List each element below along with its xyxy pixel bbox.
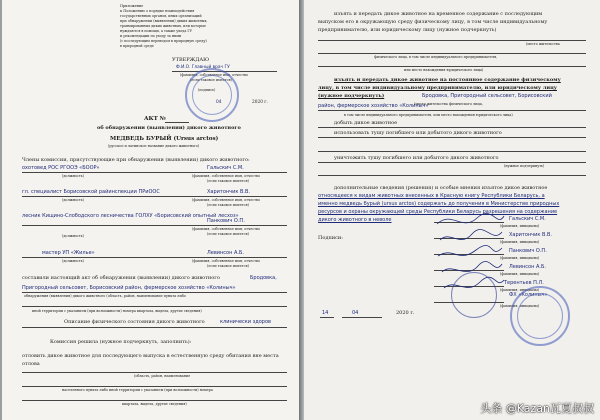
position-caption: (должность) bbox=[62, 234, 84, 238]
form-line bbox=[22, 400, 287, 401]
member-name: Панкович О.П. bbox=[207, 218, 245, 224]
option-caption: (нужное подчеркнуть) bbox=[504, 164, 545, 168]
signer-caption: (фамилия, инициалы) bbox=[500, 304, 540, 308]
release-caption: квартала, выдела, другие сведения) bbox=[122, 402, 187, 406]
member-name: Харитончик В.В. bbox=[207, 189, 251, 195]
sign-year: 2020 г. bbox=[396, 310, 415, 316]
place-text: Пригородный сельсовет, Борисовский район, фермерское хозяйство «Колиныч» bbox=[22, 285, 236, 291]
form-line bbox=[318, 127, 586, 128]
decision-label: Комиссия решила (нужное подчеркнуть, заполнить): bbox=[50, 339, 192, 345]
form-line bbox=[318, 110, 586, 111]
fio-caption: (фамилия, собственное имя, отчество bbox=[192, 174, 261, 178]
option-caption: или место нахождения юридического лица) bbox=[404, 68, 484, 72]
fio-caption: (если таковое имеется) bbox=[207, 232, 249, 236]
signer-name: Терентьев П.Л. bbox=[504, 280, 544, 286]
appendix-line: к Положению о порядке взаимодействия bbox=[120, 9, 195, 13]
form-line bbox=[318, 175, 586, 176]
option-text-selected: изъять и передать дикое животное на постоянное содержание физическому bbox=[334, 77, 561, 83]
release-text: отловить дикое животное для последующего выпуска в естественную среду обитания вне места отлова bbox=[22, 353, 279, 367]
signer-caption: (фамилия, инициалы) bbox=[500, 272, 540, 276]
form-line bbox=[22, 257, 287, 258]
watermark: 头条 @Kazan瓦夏叔叔 bbox=[480, 402, 594, 415]
option-text: предпринимателю, или юридическому лицу (нужное подчеркнуть) bbox=[318, 27, 497, 33]
appendix-line: и рекомендации по уходу за ними bbox=[120, 34, 182, 38]
form-line bbox=[318, 137, 586, 138]
fio-caption: (фамилия, собственное имя, отчество bbox=[192, 259, 261, 263]
farm-address: Бродовка, Пригородный сельсовет, Борисовский bbox=[422, 93, 552, 99]
physical-condition: клинически здоров bbox=[220, 319, 271, 325]
extra-paragraph: относящееся к видам животных внесенных в Красную книгу Республики Беларусь, а bbox=[318, 193, 545, 199]
form-line bbox=[318, 66, 586, 67]
signer-name: Харитончик В.В. bbox=[509, 232, 553, 238]
member-name: Гальскич С.М. bbox=[207, 165, 244, 171]
official-stamp bbox=[185, 68, 239, 122]
document-page-left bbox=[2, 0, 299, 420]
act-subtitle: об обнаружении (выявлении) дикого животного bbox=[97, 125, 241, 131]
extra-info: дополнительные сведения (решения) и особые мнения изъятое дикое животное bbox=[334, 185, 548, 191]
appendix-line: в природной среде bbox=[120, 44, 154, 48]
sign-month: 04 bbox=[352, 310, 359, 316]
option-text: выпуском его в окружающую среду физическому лицу, в том числе индивидуальному bbox=[318, 19, 548, 25]
appendix-line: при обнаружении (выявлении) диких животных, bbox=[120, 19, 208, 23]
form-line bbox=[318, 40, 586, 41]
date-line bbox=[342, 317, 382, 318]
animal-name: МЕДВЕДЬ БУРЫЙ (Ursus arctos) bbox=[110, 136, 219, 142]
form-line bbox=[318, 151, 586, 152]
form-line bbox=[22, 327, 287, 328]
appendix-line: травмированных диких животных, или которые bbox=[120, 24, 206, 28]
fio-caption: (если таковое имеется) bbox=[207, 179, 249, 183]
fio-caption: (если таковое имеется) bbox=[207, 264, 249, 268]
signer-caption: (фамилия, инициалы) bbox=[500, 256, 540, 260]
sign-day: 14 bbox=[322, 310, 329, 316]
option-caption: физического лица, в том числе индивидуального предпринимателя, bbox=[374, 55, 498, 59]
physical-label: Описание физического состояния дикого животного bbox=[64, 319, 205, 325]
act-number-line bbox=[165, 122, 189, 123]
member-org: лесник Кищино-Слободского лесничества ГОЛХУ «Борисовский опытный лесхоз» bbox=[22, 213, 239, 219]
member-name: Левинсон А.Б. bbox=[207, 250, 244, 256]
approver-caption: (подпись) bbox=[198, 88, 216, 92]
fio-caption: (фамилия, собственное имя, отчество bbox=[192, 227, 261, 231]
extra-paragraph: ресурсов и охраны окружающей среды Республики Беларусь разрешения на содержание bbox=[318, 209, 558, 215]
place-caption: обнаружения (выявления) дикого животного (область, район, наименование пункта либо bbox=[24, 294, 186, 298]
approve-title: УТВЕРЖДАЮ bbox=[172, 57, 210, 63]
position-caption: (должность) bbox=[62, 198, 84, 202]
option-caption: (место жительства bbox=[526, 42, 560, 46]
signer-name: Левинсон А.Б. bbox=[509, 264, 546, 270]
farm-seal bbox=[451, 272, 497, 318]
farm-caption: (место жительства физического лица, bbox=[414, 102, 483, 106]
option-text: изъять и передать дикое животное на временное содержание с последующим bbox=[334, 11, 543, 17]
form-line bbox=[22, 306, 287, 307]
approver-caption: (фамилия, собственное имя, отчество bbox=[180, 73, 249, 77]
farm-caption: в том числе индивидуального предпринимателя, или место нахождения юридического лица) bbox=[344, 113, 513, 117]
appendix-line: нуждаются в помощи, а также ухода ГУ bbox=[120, 29, 193, 33]
signer-name: Гальскич С.М. bbox=[509, 216, 546, 222]
extra-paragraph: именно медведь бурый (ursus arctos) содержать до получения в Министерстве природных bbox=[318, 201, 560, 207]
official-stamp bbox=[510, 286, 570, 346]
act-title: АКТ № bbox=[144, 116, 166, 122]
members-intro: Члены комиссии, присутствующие при обнаружении (выявлении) дикого животного: bbox=[22, 157, 250, 163]
form-line bbox=[22, 172, 287, 173]
appendix-line: (с последующим переводом в природную среду) bbox=[120, 39, 207, 43]
release-caption: (область, район, наименование bbox=[134, 374, 191, 378]
position-caption: (должность) bbox=[62, 174, 84, 178]
signer-caption: (фамилия, инициалы) bbox=[500, 240, 540, 244]
animal-caption: (русское и латинское название дикого животного) bbox=[108, 144, 200, 148]
signer-caption: (фамилия, инициалы) bbox=[500, 224, 540, 228]
appendix-line: государственных органов, иных организаций bbox=[120, 14, 202, 18]
signer-name: ФХ «Колиныч» bbox=[509, 292, 548, 298]
date-line bbox=[320, 317, 334, 318]
act-place: Бродовка, bbox=[250, 275, 277, 281]
form-line bbox=[22, 225, 287, 226]
place-caption: иной территории с указанием (при возможности) номера квартала, выдела, другие сведения) bbox=[32, 309, 202, 313]
approve-year: 2020 г. bbox=[252, 100, 268, 105]
form-line bbox=[22, 196, 287, 197]
option-use: использовать тушу погибшего или добытого дикого животного bbox=[334, 130, 502, 136]
farm-address: район, фермерское хозяйство «Колиныч» bbox=[318, 103, 429, 109]
member-org: охотовед РОС РГООЭ «БООР» bbox=[22, 165, 100, 171]
document-page-right bbox=[304, 0, 600, 420]
form-line bbox=[22, 386, 287, 387]
signer-name: Панкович О.П. bbox=[509, 248, 547, 254]
option-text-selected: (нужное подчеркнуть) bbox=[318, 93, 385, 99]
form-line bbox=[22, 372, 287, 373]
form-line bbox=[318, 162, 586, 163]
member-org: мастер УП «Жилье» bbox=[42, 250, 95, 256]
approver-name: Ф.И.О. Главный врач ГУ bbox=[176, 65, 230, 70]
form-line bbox=[318, 53, 586, 54]
approve-date: 04 bbox=[216, 100, 222, 105]
fio-caption: (если таковое имеется) bbox=[207, 203, 249, 207]
signer-caption: (фамилия, инициалы) bbox=[500, 288, 540, 292]
extra-paragraph: дикого животного в неволе bbox=[318, 217, 392, 223]
fio-caption: (фамилия, собственное имя, отчество bbox=[192, 198, 261, 202]
option-kill: добыть дикое животное bbox=[334, 120, 398, 126]
release-caption: населенного пункта либо иной территории с указанием (при возможности) номера bbox=[62, 388, 213, 392]
appendix-line: Приложение bbox=[120, 4, 144, 8]
form-line bbox=[22, 292, 287, 293]
member-org: гл. специалист Борисовской райинспекции ПРиООС bbox=[22, 189, 160, 195]
option-destroy: уничтожить тушу погибшего или добытого дикого животного bbox=[334, 155, 499, 161]
act-text: составили настоящий акт об обнаружении (выявлении) дикого животного bbox=[22, 275, 220, 281]
position-caption: (должность) bbox=[62, 259, 84, 263]
signatures-label: Подписи: bbox=[318, 235, 343, 241]
option-text-selected: лицу, в том числе индивидуальному предпринимателю, или юридическому лицу bbox=[318, 85, 557, 91]
approver-caption: (если таковое имеется) bbox=[190, 78, 232, 82]
